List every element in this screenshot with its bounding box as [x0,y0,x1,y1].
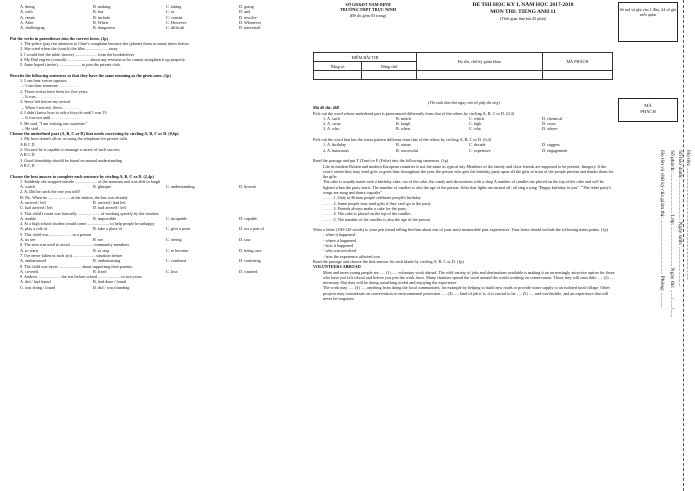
answer-option[interactable]: A. did / had found [20,279,51,285]
answer-option[interactable]: 2. A. humorous [323,147,349,153]
answer-option[interactable]: D. had arrived / left [93,205,126,211]
answer-option[interactable]: C. or [166,9,175,15]
answer-option[interactable]: A. challenging [20,25,45,31]
question-line: 2. I'm sure he is capable to manage a career of such success [20,147,120,153]
answer-option[interactable]: C. However [166,19,187,25]
question-line: 3. Good friendship should be based on mutual understanding [20,157,122,163]
answer-option[interactable]: B. to stop [93,247,110,253]
answer-options [313,148,615,153]
answer-options [10,258,312,263]
answer-option[interactable]: C. difficult [166,25,185,31]
answer-options [10,25,312,30]
instruction-note: (Thí sinh làm bài ngay vào tờ giấy thi này) [428,100,500,105]
answer-option[interactable]: D. suggest [542,142,560,148]
answer-option[interactable]: A. us see [20,237,36,243]
question-line: B: No. When he ..................... at the station, the bus was already [20,194,128,200]
question-line: 2. A: Did he catch the one you told? [20,189,81,195]
answer-option[interactable]: D. being care [239,247,262,253]
question-line: 1. I can hear voices upstairs [20,78,67,84]
question-line: . . . . . 4. The cake is placed on the top of the candles [323,211,411,217]
question-line: 1. Suddenly she stopped outside ..................... of the museum and was able to laugh [20,178,161,184]
question-line: The work may ..... (3) ..... anything from doing the local communities, for example by helping to build new roads or provide water supply to an isolated rural village. Other projects may concentrate on conservation or environmental protection ..... (4) ..... kind of job it is, it is crucial to be ..... (5) ..... and worthwhile, and an experience that will never be forgotten. [323,285,610,301]
question-line: 3. Steve left before my arrival [20,99,71,105]
school-name: TRƯỜNG THPT TRỰC NINH [339,7,397,13]
section-instruction: Put the verbs in parentheses into the correct form. (1p) [10,35,109,41]
section-instruction: Pick out the word that has the stress pattern different from that of the others by circling A, B, C or D. (0,4) [313,137,492,143]
exam-code: Mã đề thi: 468 [313,105,339,111]
answer-option[interactable]: B. glimpse [93,184,112,190]
answer-option[interactable]: 2. A. sway [323,121,341,127]
answer-option[interactable]: D. going [239,4,254,9]
class-line: Số phách: ............................. Lớp: ............................. Ngày thi: ....../....../...... [669,150,675,318]
answer-option[interactable]: A. doing [20,4,35,9]
question-line: A B C D [20,141,35,147]
answer-option[interactable]: B. arrived / had left [93,199,126,205]
answer-option[interactable]: B. laugh [396,121,411,127]
answer-option[interactable]: B. when [396,126,410,132]
question-line: 5. He said, "I am visiting our customer." [20,120,88,126]
question-line: 8. The child was never ..................... about supporting their parents [20,263,133,269]
answer-option[interactable]: D. chemical [542,115,563,121]
answer-options [10,226,312,231]
score-header: ĐIỂM BÀI THI [314,53,417,62]
section-instruction: Choose the best answer to complete each sentence by circling A, B, C or D. (2,4p) [10,173,154,179]
question-line: . . . . . 3. Friends always make a cake for the party [323,205,407,211]
answer-option[interactable]: C. why [469,126,482,132]
answer-option[interactable]: C. was doing / found [20,284,56,290]
score-table [313,52,613,80]
code-header: MÃ PHÁCH [542,53,612,71]
answer-option[interactable]: B. but [93,9,104,15]
section-instruction: Read the passage and put T (True) or F (False) into the following sentences. (1p) [313,158,449,164]
question-line: 3. I would feel the table. (move) ..................... from the bookshelves [20,51,135,57]
supervisor-line: Họ tên và chữ ký của giám thị: ........................................ Phòng: ........... [659,150,665,308]
answer-option[interactable]: D. capable [239,215,257,221]
question-line: 6. The area was used to avoid ..................... community members [20,242,130,248]
score-number-label: Bằng số [314,62,362,71]
question-line: - how the experience affected you [323,253,380,259]
answer-option[interactable]: C. confused [166,258,187,264]
answer-option[interactable]: C. incapable [166,215,187,221]
answer-options [10,285,312,290]
answer-option[interactable]: B. take a place of [93,226,123,232]
answer-option[interactable]: B. had done / found [93,279,127,285]
answer-option[interactable]: A. covered [20,268,39,274]
exam-header [313,2,615,48]
answer-option[interactable]: A. play a role of [20,226,48,232]
answer-option[interactable]: A. unable [20,215,37,221]
time-note: (Thời gian làm bài 45 phút) [499,16,547,21]
answer-option[interactable]: B. dangerous [93,25,116,31]
answer-option[interactable]: D. counted [239,268,258,274]
answer-option[interactable]: A. create [20,14,36,20]
question-line: A B C D [20,162,35,168]
answer-option[interactable]: B. statue [396,142,411,148]
answer-option[interactable]: A. to warn [20,247,38,253]
question-line: → It was not until . . . . . . . . . . . . . . . [20,115,82,121]
answer-option[interactable]: C. understanding [166,184,195,190]
question-line: - how it happened [323,243,354,249]
answer-option[interactable]: C. decade [469,142,486,148]
answer-option[interactable]: D. did / was founding [93,284,130,290]
question-line: 4. My Dad regrets (consult) ..................... about any revision so he cannot straighten it up properly. [20,56,186,62]
section-instruction: Write a letter (100-120 words) to your pen friend telling her/him about one of your most memorable past experiences. Your letter should include the following main points. (1p) [313,227,608,233]
answer-option[interactable]: C. give a prize [166,226,191,232]
answer-option[interactable]: D. engagement [542,147,568,153]
section-instruction: Rewrite the following sentences so that they have the same meaning as the given ones. (1p) [10,72,171,78]
answer-option[interactable]: C. which [469,115,485,121]
answer-option[interactable]: D. browse [239,184,257,190]
answer-option[interactable]: A. watch [20,184,36,190]
exam-title: ĐỀ THI HỌC KỲ I, NĂM HỌC 2017-2018 [472,2,574,8]
id-line: Số báo danh: ............................. Ngày sinh: ............................. [677,150,683,287]
answer-option[interactable]: C. expensive [469,147,491,153]
pages-note: (Đề thi gồm 03 trang) [349,12,387,18]
question-line: 9. Andrew ..................... the test before school ..................... in two years [20,274,142,280]
question-line: The cake is usually made with a birthday cake, cut of the cake, the candy and decorations with a shop A number of candles are placed on the top of the cake and will be lighted when the party starts. The number of candles is also the age of the person. After that lights are turned off, all sing a song "Happy birthday to you". "The other party's songs are sung and dance cupcake" [323,179,612,196]
answer-option[interactable]: B. include [93,14,111,20]
question-line: 5. This child was ..................... as a person [20,231,92,237]
section-instruction: Pick out the word whose underlined part is pronounced differently from that of the others by circling A, B, C or D. (0,4) [313,110,515,116]
side-strip [615,0,693,491]
question-line: 5. Anne hoped (invite) ..................... to join the private club. [20,62,121,68]
answer-option[interactable]: B. fixed [93,268,107,274]
answer-option[interactable] [239,285,312,290]
answer-option[interactable]: C. high [469,121,482,127]
answer-option[interactable]: D. cross [542,121,556,127]
note-box: Số mã vá ghi vào 1 đầu, 24 số ghi mỗi quần [618,2,678,42]
answer-option[interactable]: D. confusing [239,258,261,264]
question-line: → He said . . . . . . . . . . . . . . . . . . . [20,125,78,131]
question-line: More and more young people are ..... (1) ..... voluntary work abroad. The wild variety of jobs and destinations available is making it an increasingly attractive option for those who have just left school and before you join the work force. Many charities spread the word around the world working on conservation. Those they will earn little ..... (2) ..... necessary. But they will be doing something useful and enjoying the experience [323,269,615,286]
answer-option[interactable]: B. embarrassing [93,258,121,264]
question-line: - who was involved [323,248,356,254]
section-instruction: Read the passage and choose the best answer for each blank by circling A, B, C or D. (1p) [313,258,464,264]
question-line: → I can hear someone . . . . . . . . . . [20,83,79,89]
question-line: 2. Those voices have been for five years. [20,88,89,94]
answer-option[interactable]: D. saw [239,237,251,243]
answer-option[interactable]: D. interested [239,25,261,31]
answer-options [10,205,312,210]
question-line: → It was . . . . . . . . . . . . . [20,94,63,100]
answer-option[interactable]: B. impossible [93,215,117,221]
answer-options [313,126,615,131]
answer-option[interactable]: A. with [20,9,33,15]
answer-option[interactable]: B. making [93,4,111,9]
middle-content [313,111,615,302]
answer-option[interactable]: B. see [93,237,104,243]
question-line: . . . . . 1. Only in Britain people celebrate people's birthday [323,195,421,201]
answer-option[interactable]: D. Whenever [239,19,262,25]
answer-option[interactable]: D. involve [239,14,257,20]
question-line: 1. The police (pay) no attention to Clare's complaint because she (phone) them so many times before [20,41,189,47]
code-box: MÃ PHÁCH [618,98,678,122]
answer-option[interactable]: D. and [239,9,251,15]
cut-line [683,0,684,491]
answer-option[interactable]: D. act a part of [239,226,264,232]
question-line: . . . . . 2. Some people may send gifts if they can't go to the party [323,200,431,206]
question-line: → When I arrived, Steve . . . . . . . . [20,104,79,110]
answer-option[interactable] [239,205,312,210]
question-line: 2. She cried when she (watch) the film ..................... away [20,46,118,52]
answer-option[interactable]: A. After [20,19,34,25]
name-line: Họ tên: .................................................................................. [685,150,691,281]
answer-option[interactable] [166,285,239,290]
examiner-header: Họ tên, chữ ký giám khảo [417,53,543,71]
answer-option[interactable]: C. seeing [166,237,182,243]
section-instruction: Choose the underlined part (A, B, C or D) that needs correcting by circling A, B, C or D. (0,6p) [10,131,179,137]
answer-option[interactable] [166,205,239,210]
answer-option[interactable]: C. loss [166,268,178,274]
left-column [10,4,312,290]
question-line: - when it happened [323,232,355,238]
answer-option[interactable]: 3. A. who [323,126,340,132]
answer-option[interactable]: A. arrived / left [20,199,46,205]
question-line: Life in modern Britain and modern European countries is not the same as typical day Members of the family and close friends are supposed to be present. Imagery. It the year's centre they may send gifts or greet him, throughout the year, the person who gets the birthday party upon all the gifts in front of the people present and thanks them for the gifts [323,163,614,180]
answer-option[interactable]: B. successful [396,147,419,153]
answer-option[interactable]: C. to become [166,247,189,253]
answer-option[interactable]: D. where [542,126,558,132]
answer-option[interactable]: 1. A. such [323,115,340,121]
question-line: 3. This child's room was basically ..................... of working quickly by the window [20,210,159,216]
answer-option[interactable]: C. taking [166,4,182,9]
question-line: A B C D [20,152,35,158]
question-line: 7. I've never fallen in such a(n) ..................... situation before [20,252,123,258]
subject-title: MÔN THI: TIẾNG ANH 11 [490,9,556,15]
question-line: . . . . . 5. The number of the candles is also the age of the person [323,216,430,222]
answer-option[interactable]: A. embarrassed [20,258,47,264]
score-words-label: Bằng chữ [362,62,417,71]
question-line: 1. My boss doesn't allow us using the telephone for private calls [20,136,128,142]
question-line: - where it happened [323,237,357,243]
question-line: 4. I didn't know how to ride a bicycle until I was 15 [20,109,107,115]
answer-option[interactable]: C. had arrived / left [20,205,53,211]
answer-option[interactable]: 1. A. birthday [323,142,347,148]
answer-option[interactable]: B. When [93,19,108,25]
answer-option[interactable]: C. consist [166,14,183,20]
department-name: SỞ GD&ĐT NAM ĐỊNH [345,2,391,7]
answer-option[interactable]: B. match [396,115,412,121]
section-instruction: VOLUNTEERS ABROAD [313,264,361,270]
question-line: 4. At a high school student would come ..................... to help people be unhappy [20,221,155,227]
